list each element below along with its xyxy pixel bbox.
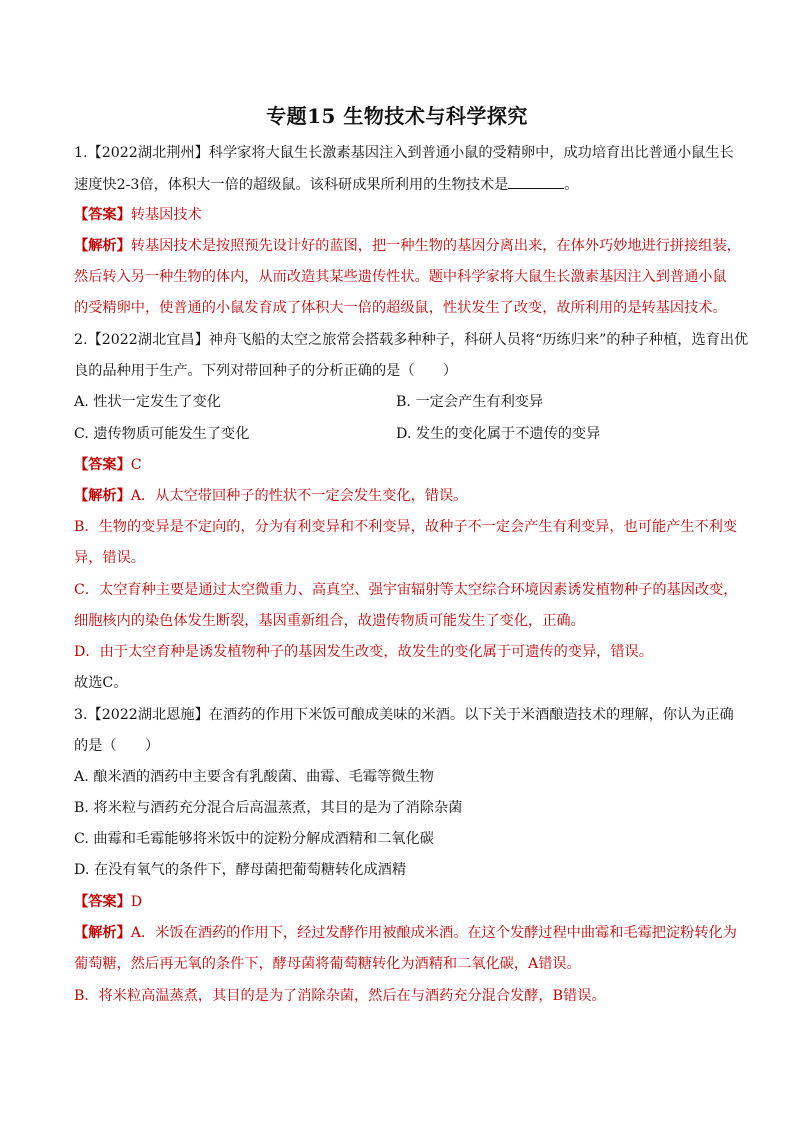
answer-tag: 【答案】: [74, 207, 131, 223]
answer-value: 转基因技术: [130, 207, 202, 223]
q3-analysis-b: B．将米粒高温蒸煮，其目的是为了消除杂菌，然后在与酒药充分混合发酵，B错误。: [74, 988, 606, 1004]
q2-analysis-c-line2: 细胞核内的染色体发生断裂，基因重新组合，故遗传物质可能发生了变化，正确。: [74, 613, 585, 629]
q3-analysis-a-line2: 葡萄糖，然后再无氧的条件下，酵母菌将葡萄糖转化为酒精和二氧化碳，A错误。: [74, 956, 581, 972]
q3-answer: [74, 892, 734, 912]
q3-option-d: D. 在没有氧气的条件下，酵母菌把葡萄糖转化成酒精: [74, 862, 407, 878]
q1-stem-line1: 1.【2022湖北荆州】科学家将大鼠生长激素基因注入到普通小鼠的受精卵中，成功培育出比普通小鼠生长: [74, 145, 734, 161]
q2-option-d: D. 发生的变化属于不遗传的变异: [396, 426, 601, 442]
analysis-tag: 【解析】: [74, 238, 131, 254]
q1-answer: [74, 205, 734, 225]
q3-stem-line2: 的是（ ）: [74, 738, 160, 754]
analysis-text: A．从太空带回种子的性状不一定会发生变化，错误。: [130, 488, 468, 504]
q1-analysis-line2: 然后转入另一种生物的体内，从而改造其某些遗传性状。题中科学家将大鼠生长激素基因注入到普通小鼠: [74, 269, 727, 285]
q3-option-a: A. 酿米酒的酒药中主要含有乳酸菌、曲霉、毛霉等微生物: [74, 769, 434, 785]
q2-conclusion: 故选C。: [74, 675, 128, 691]
q2-options-row2: [74, 424, 734, 444]
analysis-text: A．米饭在酒药的作用下，经过发酵作用被酿成米酒。在这个发酵过程中曲霉和毛霉把淀粉转化为: [130, 925, 737, 941]
analysis-text: 转基因技术是按照预先设计好的蓝图，把一种生物的基因分离出来，在体外巧妙地进行拼接组装，: [130, 238, 741, 254]
q1-stem-line2: [74, 174, 734, 195]
q2-option-c: C. 遗传物质可能发生了变化: [74, 426, 250, 442]
q2-analysis-b-line2: 异，错误。: [74, 550, 145, 566]
q1-analysis-line3: 的受精卵中，使普通的小鼠发育成了体积大一倍的超级鼠，性状发生了改变，故所利用的是转基因技术。: [74, 300, 727, 316]
answer-value: D: [130, 894, 143, 910]
q1-stem-line2-text: 速度快2-3倍，体积大一倍的超级鼠。该科研成果所利用的生物技术是: [74, 177, 509, 193]
q2-answer: [74, 455, 734, 475]
analysis-tag: 【解析】: [74, 488, 131, 504]
q2-option-b: B. 一定会产生有利变异: [396, 394, 544, 410]
q2-analysis-c-line1: C．太空育种主要是通过太空微重力、高真空、强宇宙辐射等太空综合环境因素诱发植物种子的基因改变，: [74, 582, 738, 598]
q1-stem-line2-end: 。: [564, 177, 579, 193]
analysis-tag: 【解析】: [74, 925, 131, 941]
answer-tag: 【答案】: [74, 894, 131, 910]
q3-option-b: B. 将米粒与酒药充分混合后高温蒸煮，其目的是为了消除杂菌: [74, 800, 463, 816]
q3-stem-line1: 3.【2022湖北恩施】在酒药的作用下米饭可酿成美味的米酒。以下关于米酒酿造技术的理解，你认为正确: [74, 707, 734, 723]
q2-option-a: A. 性状一定发生了变化: [74, 394, 221, 410]
q2-stem-line2: 良的品种用于生产。下列对带回种子的分析正确的是（ ）: [74, 363, 458, 379]
q2-stem-line1: 2.【2022湖北宜昌】神舟飞船的太空之旅常会搭载多种种子，科研人员将“历练归来”的种子种植，选育出优: [74, 332, 749, 348]
q3-analysis-a-line1: [74, 923, 737, 943]
q2-analysis-b-line1: B．生物的变异是不定向的，分为有利变异和不利变异，故种子不一定会产生有利变异，也可能产生不利变: [74, 519, 738, 535]
q1-analysis-line1: [74, 236, 741, 256]
q2-options-row1: [74, 392, 734, 412]
answer-value: C: [130, 457, 142, 473]
q1-answer-blank: [508, 174, 564, 189]
q2-analysis-a: [74, 486, 734, 506]
q2-analysis-d: D．由于太空育种是诱发植物种子的基因发生改变，故发生的变化属于可遗传的变异，错误。: [74, 644, 653, 660]
answer-tag: 【答案】: [74, 457, 131, 473]
page-title: 专题15 生物技术与科学探究: [266, 104, 528, 128]
q3-option-c: C. 曲霉和毛霉能够将米饭中的淀粉分解成酒精和二氧化碳: [74, 831, 434, 847]
